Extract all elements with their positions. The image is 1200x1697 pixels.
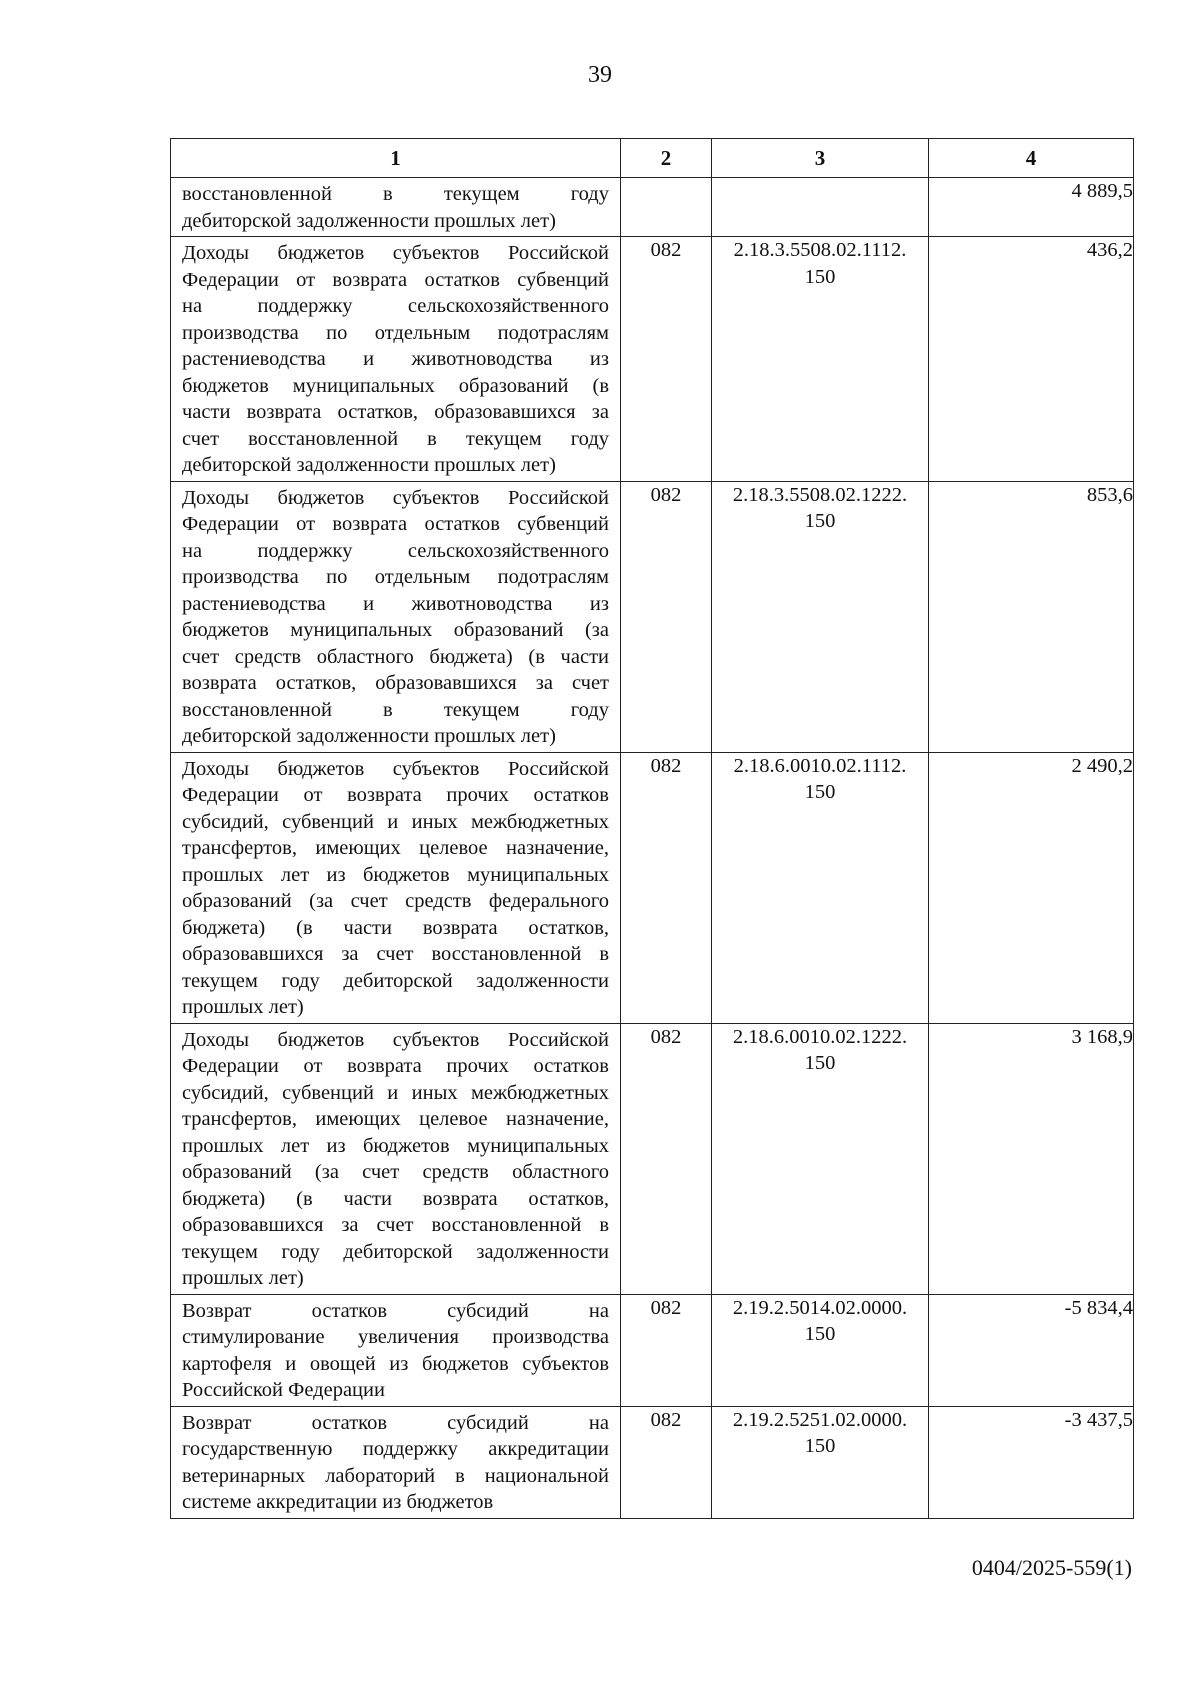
description-line: счет средств областного бюджета) (в части [182,645,609,668]
header-col-2: 2 [621,139,712,178]
amount-value: -5 834,4 [929,1294,1134,1406]
description-line: бюджетов муниципальных образований (за [182,619,609,641]
description-line: прошлых лет) [182,1267,304,1289]
admin-code: 082 [621,237,712,482]
budget-classification-code [712,1406,929,1518]
table-row [171,1023,1134,1294]
description-line: образований (за счет средств областного [182,1161,609,1183]
budget-classification-code [712,178,929,237]
description-line: ветеринарных лабораторий в национальной [182,1464,609,1487]
page-number: 39 [588,62,612,88]
amount-value: 853,6 [929,481,1134,752]
code-line: 150 [804,1435,836,1457]
description-line: субсидий, субвенций и иных межбюджетных [182,1081,609,1104]
code-line: 2.18.3.5508.02.1222. [732,483,908,506]
budget-classification-code [712,481,929,752]
row-description [171,1023,621,1294]
description-line: Доходы бюджетов субъектов Российской [182,1028,609,1051]
row-description [171,237,621,482]
admin-code [621,178,712,237]
description-line: производства по отдельным подотраслям [182,566,609,588]
description-line: прошлых лет из бюджетов муниципальных [182,1134,609,1157]
description-line: бюджетов муниципальных образований (в [182,374,609,397]
description-line: образовавшихся за счет восстановленной в [182,1214,609,1236]
description-line: Доходы бюджетов субъектов Российской [182,757,609,780]
row-description [171,178,621,237]
table-body [171,178,1134,1519]
description-line: образований (за счет средств федерального [182,890,609,912]
code-line: 2.18.6.0010.02.1222. [732,1025,908,1048]
row-description [171,1294,621,1406]
code-line: 150 [804,510,836,532]
budget-classification-code [712,1294,929,1406]
code-line: 150 [804,1052,836,1074]
document-code: 0404/2025-559(1) [971,1555,1132,1580]
table-row [171,237,1134,482]
table-header-row [171,139,1134,178]
code-line: 150 [804,265,836,288]
table-row [171,1406,1134,1518]
code-line: 2.19.2.5251.02.0000. [732,1408,908,1431]
description-line: картофеля и овощей из бюджетов субъектов [182,1352,609,1375]
amount-value: 3 168,9 [929,1023,1134,1294]
code-line: 150 [804,781,836,803]
budget-classification-code [712,752,929,1023]
description-line: на поддержку сельскохозяйственного [182,539,609,562]
description-line: растениеводства и животноводства из [182,592,609,615]
code-line: 2.19.2.5014.02.0000. [732,1296,908,1319]
table-row [171,1294,1134,1406]
admin-code: 082 [621,1294,712,1406]
description-line: на поддержку сельскохозяйственного [182,295,609,317]
amount-value: -3 437,5 [929,1406,1134,1518]
description-line: восстановленной в текущем году [182,183,609,205]
header-col-1: 1 [171,139,621,178]
description-line: Возврат остатков субсидий на [182,1411,609,1434]
description-line: текущем году дебиторской задолженности [182,969,609,992]
description-line: возврата остатков, образовавшихся за счет [182,672,609,694]
description-line: части возврата остатков, образовавшихся за [182,401,609,423]
description-line: дебиторской задолженности прошлых лет) [182,209,556,232]
description-line: растениеводства и животноводства из [182,348,609,370]
admin-code: 082 [621,1406,712,1518]
description-line: субсидий, субвенций и иных межбюджетных [182,810,609,833]
table-row [171,178,1134,237]
row-description [171,752,621,1023]
code-line: 150 [804,1323,836,1345]
amount-value: 2 490,2 [929,752,1134,1023]
budget-classification-code [712,1023,929,1294]
description-line: системе аккредитации из бюджетов [182,1491,494,1513]
description-line: текущем году дебиторской задолженности [182,1240,609,1263]
description-line: трансфертов, имеющих целевое назначение, [182,837,609,859]
description-line: прошлых лет) [182,996,304,1018]
admin-code: 082 [621,752,712,1023]
code-line: 2.18.6.0010.02.1112. [733,754,907,777]
admin-code: 082 [621,481,712,752]
row-description [171,1406,621,1518]
description-line: Федерации от возврата остатков субвенций [182,513,609,535]
amount-value: 436,2 [929,237,1134,482]
code-line: 2.18.3.5508.02.1112. [733,239,907,261]
header-col-4: 4 [929,139,1134,178]
header-col-3: 3 [712,139,929,178]
description-line: производства по отдельным подотраслям [182,321,609,344]
description-line: счет восстановленной в текущем году [182,427,609,450]
description-line: трансфертов, имеющих целевое назначение, [182,1108,609,1130]
budget-classification-code [712,237,929,482]
description-line: Возврат остатков субсидий на [182,1299,609,1322]
description-line: Доходы бюджетов субъектов Российской [182,242,609,264]
budget-table [170,138,1134,1519]
amount-value: 4 889,5 [929,178,1134,237]
description-line: Российской Федерации [182,1379,385,1401]
description-line: восстановленной в текущем году [182,698,609,721]
description-line: Доходы бюджетов субъектов Российской [182,486,609,509]
description-line: дебиторской задолженности прошлых лет) [182,725,556,747]
row-description [171,481,621,752]
description-line: дебиторской задолженности прошлых лет) [182,454,556,476]
description-line: бюджета) (в части возврата остатков, [182,1187,609,1210]
description-line: Федерации от возврата прочих остатков [182,1055,609,1077]
description-line: стимулирование увеличения производства [182,1326,609,1348]
table-row [171,752,1134,1023]
table-row [171,481,1134,752]
admin-code: 082 [621,1023,712,1294]
description-line: бюджета) (в части возврата остатков, [182,916,609,939]
description-line: Федерации от возврата остатков субвенций [182,268,609,291]
description-line: образовавшихся за счет восстановленной в [182,943,609,965]
description-line: государственную поддержку аккредитации [182,1438,609,1460]
description-line: прошлых лет из бюджетов муниципальных [182,863,609,886]
description-line: Федерации от возврата прочих остатков [182,784,609,806]
